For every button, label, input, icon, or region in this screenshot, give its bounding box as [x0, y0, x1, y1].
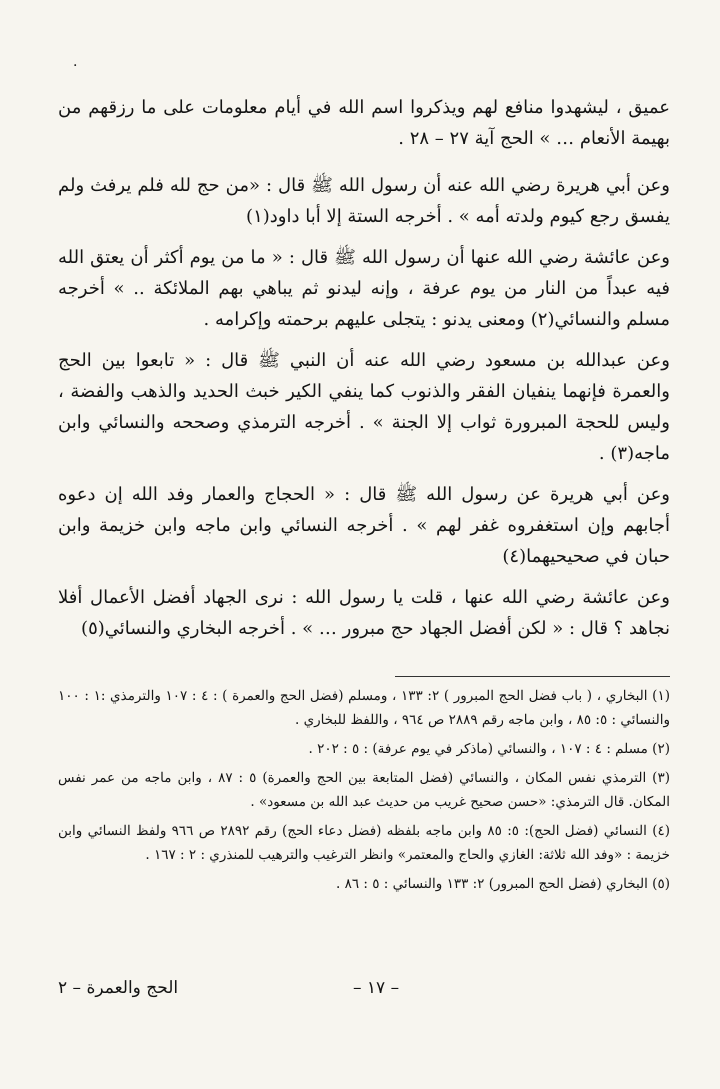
- hadith-paragraph-abu-hurayra-2: وعن أبي هريرة عن رسول الله ﷺ قال : « الحجاج والعمار وفد الله إن دعوه أجابهم وإن استغفروه غفر لهم » . أخرجه النسائي وابن ماجه وابن خزيمة وابن حبان في صحيحيهما(٤): [58, 484, 670, 567]
- footnote-2: (٢) مسلم : ٤ : ١٠٧ ، والنسائي (ماذكر في يوم عرفة) : ٥ : ٢٠٢ .: [308, 741, 670, 757]
- hadith-paragraph-aisha-1: وعن عائشة رضي الله عنها أن رسول الله ﷺ قال : « ما من يوم أكثر أن يعتق الله فيه عبداً من النار من يوم عرفة ، وإنه ليدنو ثم يباهي بهم الملائكة .. » أخرجه مسلم والنسائي(٢) ومعنى يدنو : يتجلى عليهم برحمته وإكرامه .: [58, 247, 670, 330]
- footnotes: [58, 684, 670, 901]
- page-mark: ·: [73, 58, 78, 74]
- footnote-3: (٣) الترمذي نفس المكان ، والنسائي (فضل المتابعة بين الحج والعمرة) ٥ : ٨٧ ، وابن ماجه من عمر نفس المكان. قال الترمذي: «حسن صحيح غريب من حديث عبد الله بن مسعود» .: [58, 770, 670, 810]
- quran-quote-paragraph: عميق ، ليشهدوا منافع لهم ويذكروا اسم الله في أيام معلومات على ما رزقهم من بهيمة الأنعام … » الحج آية ٢٧ – ٢٨ .: [58, 97, 670, 149]
- page-number: – ١٧ –: [353, 978, 400, 998]
- page-footer: [58, 978, 670, 1008]
- footnote-1: (١) البخاري ، ( باب فضل الحج المبرور ) ٢: ١٣٣ ، ومسلم (فضل الحج والعمرة ) : ٤ : ١٠٧ والترمذي :١ : ١٠٠ والنسائي : ٥: ٨٥ ، وابن ماجه رقم ٢٨٨٩ ص ٩٦٤ ، واللفظ للبخاري .: [58, 688, 670, 728]
- hadith-paragraph-abu-hurayra-1: وعن أبي هريرة رضي الله عنه أن رسول الله ﷺ قال : «من حج لله فلم يرفث ولم يفسق رجع كيوم ولدته أمه » . أخرجه الستة إلا أبا داود(١): [58, 175, 670, 227]
- footnote-separator: [395, 676, 670, 677]
- hadith-paragraph-ibn-masud: وعن عبدالله بن مسعود رضي الله عنه أن النبي ﷺ قال : « تابعوا بين الحج والعمرة فإنهما ينفيان الفقر والذنوب كما ينفي الكير خبث الحديد والذهب والفضة ، وليس للحجة المبرورة ثواب إلا الجنة » . أخرجه الترمذي وصححه والنسائي وابن ماجه(٣) .: [58, 350, 670, 464]
- hadith-paragraph-aisha-2: وعن عائشة رضي الله عنها ، قلت يا رسول الله : نرى الجهاد أفضل الأعمال أفلا نجاهد ؟ قال : « لكن أفضل الجهاد حج مبرور … » . أخرجه البخاري والنسائي(٥): [58, 587, 670, 639]
- running-title: الحج والعمرة – ٢: [58, 978, 179, 998]
- footnote-4: (٤) النسائي (فضل الحج): ٥: ٨٥ وابن ماجه بلفظه (فضل دعاء الحج) رقم ٢٨٩٢ ص ٩٦٦ ولفظ النسائي وابن خزيمة : «وفد الله ثلاثة: الغازي والحاج والمعتمر» وانظر الترغيب والترهيب للمنذري : ٢ : ١٦٧ .: [58, 823, 671, 863]
- footnote-5: (٥) البخاري (فضل الحج المبرور) ٢: ١٣٣ والنسائي : ٥ : ٨٦ .: [336, 876, 670, 892]
- main-text: [58, 92, 670, 654]
